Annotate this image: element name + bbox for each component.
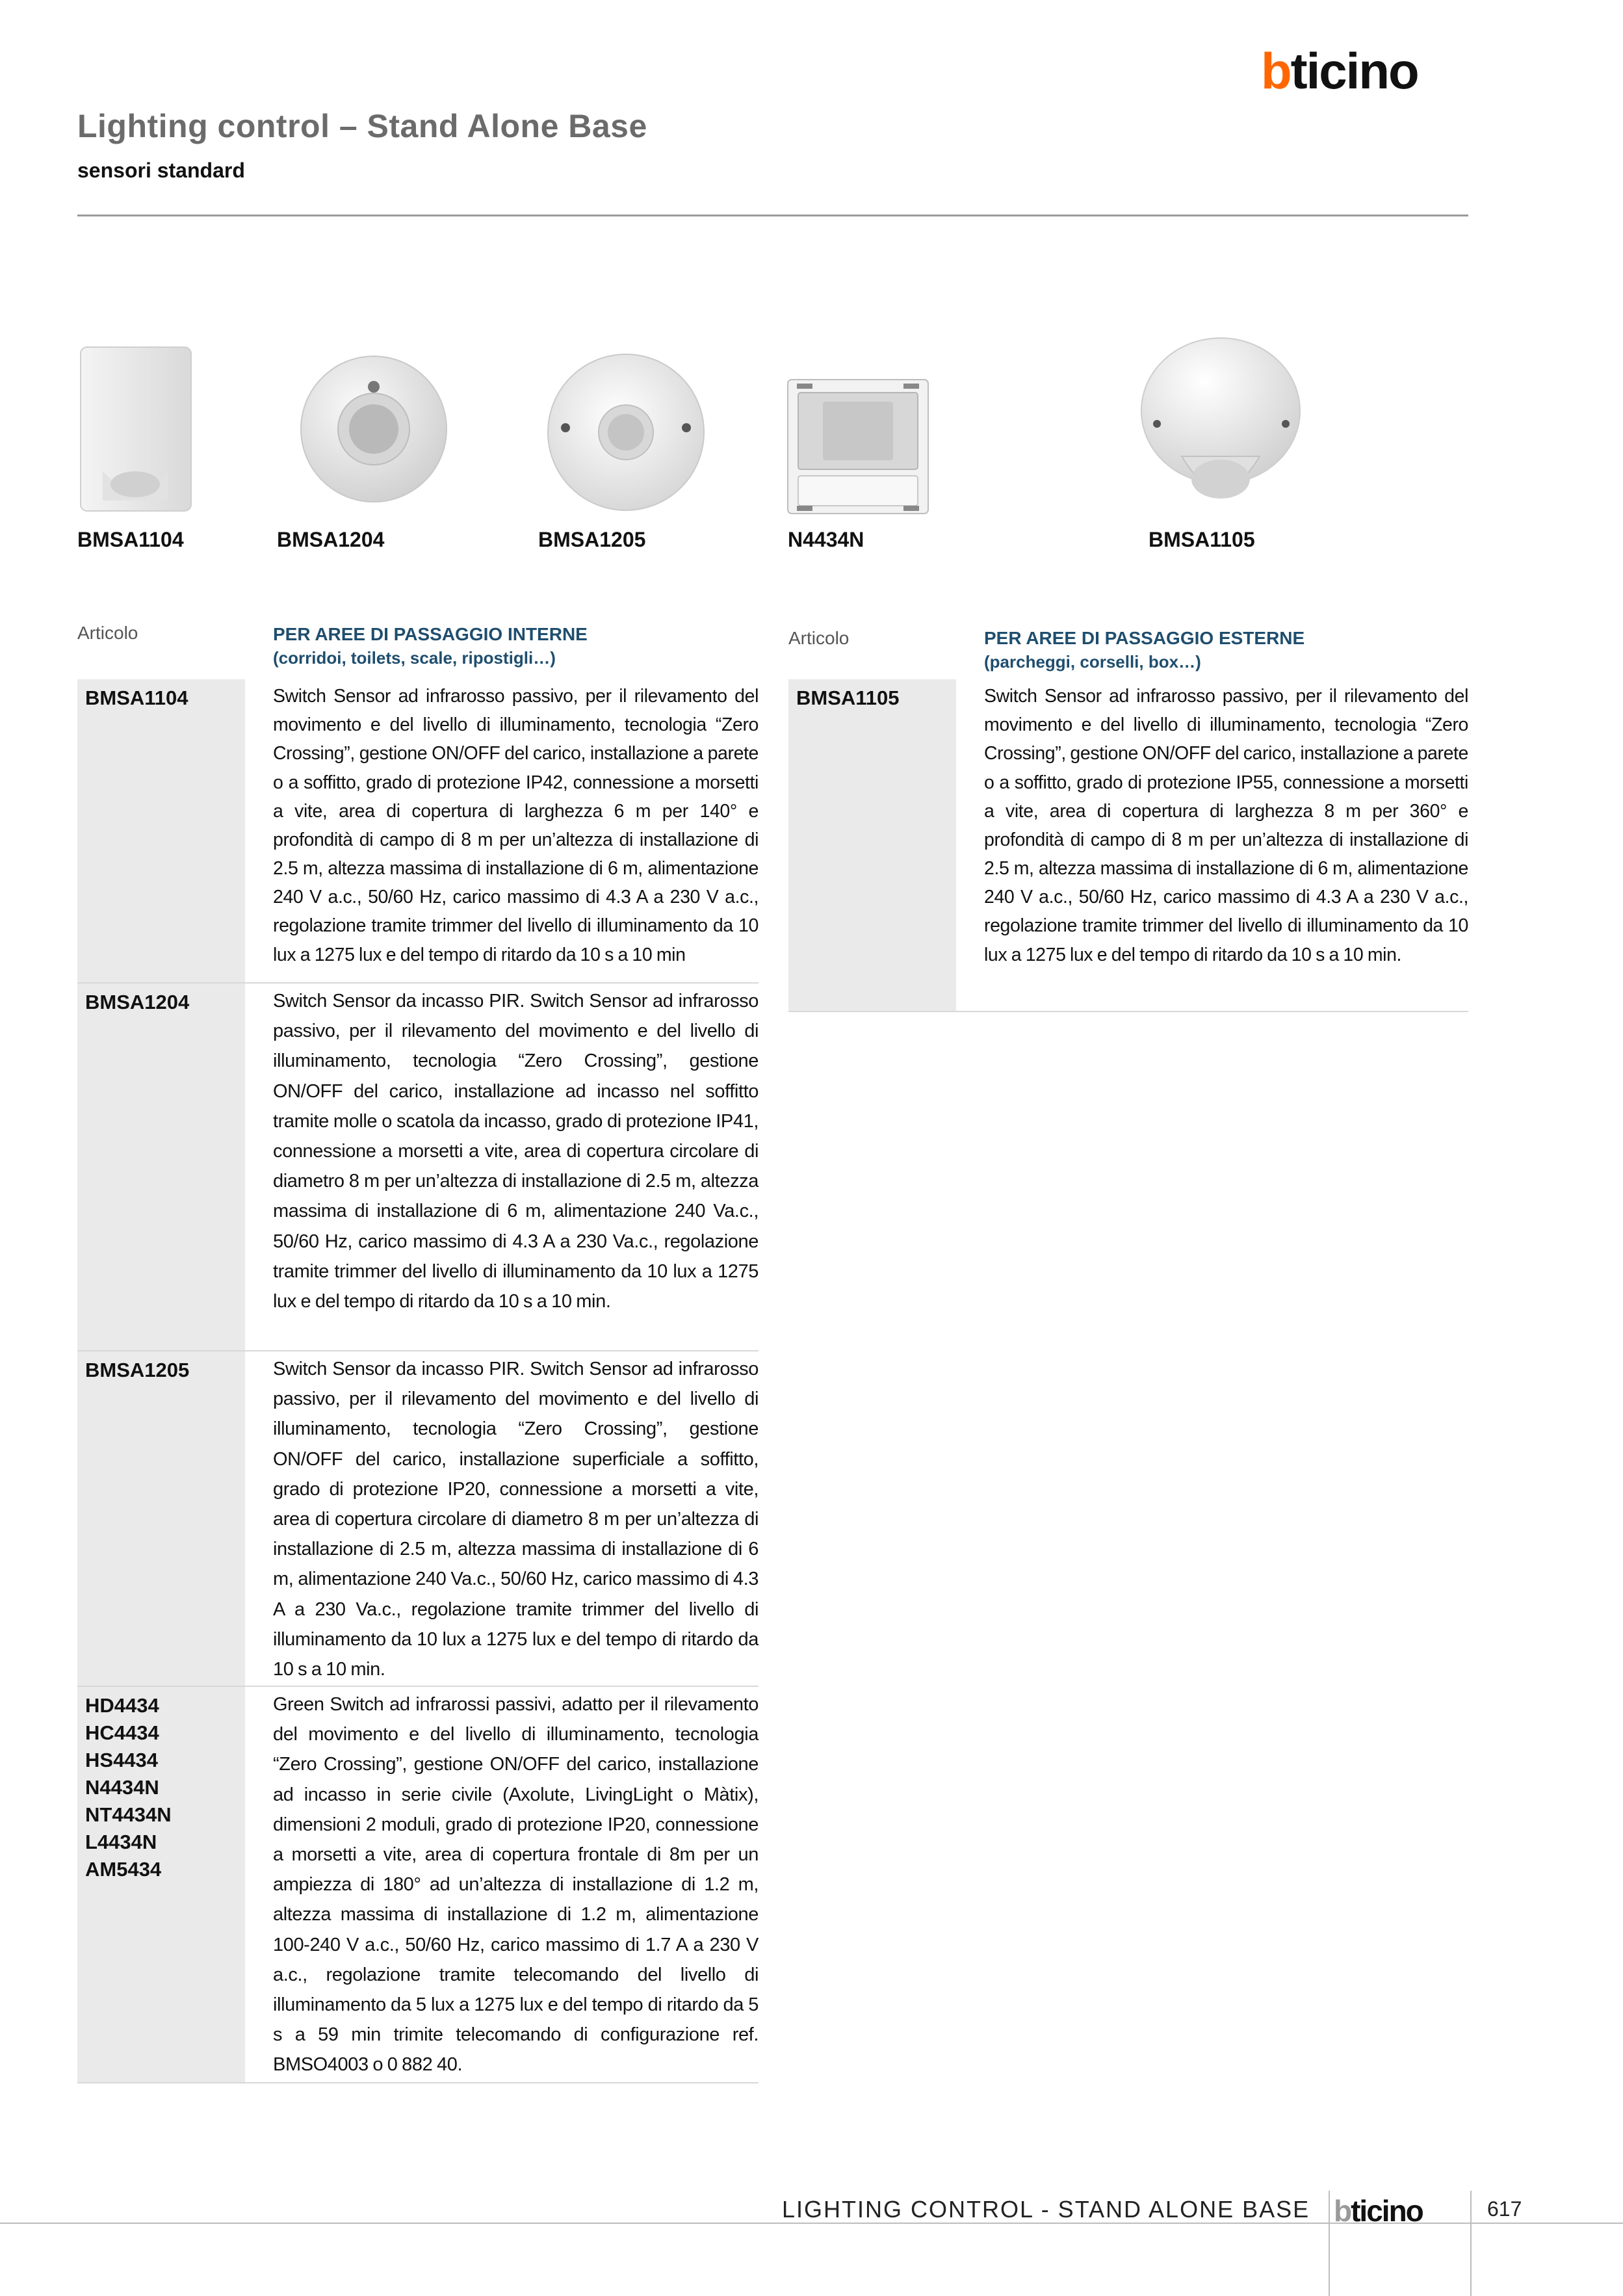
code-cell [77, 1351, 245, 1686]
article-code: N4434N [85, 1776, 159, 1799]
ceiling-surface-sensor-image [532, 351, 720, 514]
footer-separator [1470, 2191, 1472, 2296]
header-divider [77, 215, 1468, 216]
article-code: HD4434 [85, 1694, 159, 1717]
table-row [77, 1687, 759, 2083]
product-code: N4434N [788, 528, 864, 551]
page-number: 617 [1487, 2197, 1522, 2221]
wall-sensor-image [77, 345, 194, 514]
article-code: NT4434N [85, 1803, 172, 1826]
footer-separator [1329, 2191, 1330, 2296]
footer-section-title: LIGHTING CONTROL - STAND ALONE BASE [782, 2196, 1310, 2223]
footer-logo-b: b [1334, 2194, 1351, 2228]
product-code: BMSA1105 [1149, 528, 1255, 551]
code-cell [788, 679, 956, 1011]
logo-rest: ticino [1290, 42, 1418, 99]
article-code: BMSA1205 [85, 1359, 190, 1381]
table-row [77, 679, 759, 984]
article-code: HC4434 [85, 1721, 159, 1744]
article-code: BMSA1104 [85, 686, 188, 709]
articolo-label: Articolo [788, 628, 850, 648]
modular-sensor-image [786, 378, 929, 515]
description: Switch Sensor ad infrarosso passivo, per il rilevamento del movimento e del livello di illuminamento, tecnologia “Zero Crossing”, gestione ON/OFF del carico, installazione a parete o a soffitto, grado di protezione IP42, connessione a morsetti a vite, area di copertura di larghezza 6 m per 140° e profondità di campo di 8 m per un’altezza di installazione di 2.5 m, altezza massima di installazione di 6 m, alimentazione 240 V a.c., 50/60 Hz, carico massimo di 4.3 A a 230 V a.c., regolazione tramite trimmer del livello di illuminamento da 10 lux a 1275 lux e del tempo di ritardo da 10 s a 10 min [273, 686, 759, 965]
description: Green Switch ad infrarossi passivi, adatto per il rilevamento del movimento e del livello di illuminamento, tecnologia “Zero Crossing”, gestione ON/OFF del carico, installazione ad incasso in serie civile (Axolute, LivingLight o Màtix), dimensioni 2 moduli, grado di protezione IP20, connessione a morsetti a vite, area di copertura frontale di 8m per un ampiezza di 180° ad un’altezza di installazione di 1.2 m, altezza massima di installazione di 1.2 m, alimentazione 100-240 V a.c., 50/60 Hz, carico massimo di 1.7 A a 230 V a.c., regolazione tramite telecomando del livello di illuminamento da 5 lux a 1275 lux e del tempo di ritardo da 5 s a 59 min trimite telecomando di configurazione ref. BMSO4003 o 0 882 40. [273, 1694, 759, 2076]
article-code: BMSA1105 [796, 686, 900, 709]
table-row [788, 679, 1468, 1012]
footer-logo-rest: ticino [1351, 2194, 1423, 2228]
code-cell [77, 1687, 245, 2082]
product-code: BMSA1205 [538, 528, 646, 551]
table-header-title: PER AREE DI PASSAGGIO ESTERNE [984, 628, 1305, 648]
table-header-title: PER AREE DI PASSAGGIO INTERNE [273, 624, 588, 644]
outdoor-dome-sensor-image [1136, 333, 1305, 515]
logo-b: b [1261, 42, 1291, 99]
footer-logo [1334, 2196, 1423, 2226]
table-header [273, 623, 588, 670]
table-header-sub: (corridoi, toilets, scale, ripostigli…) [273, 648, 556, 668]
brand-logo [1261, 42, 1418, 99]
description: Switch Sensor ad infrarosso passivo, per il rilevamento del movimento e del livello di illuminamento, tecnologia “Zero Crossing”, gestione ON/OFF del carico, installazione a parete o a soffitto, grado di protezione IP55, connessione a morsetti a vite, area di copertura di larghezza 8 m per 360° e profondità di campo di 8 m per un’altezza di installazione di 2.5 m, altezza massima di installazione di 6 m, alimentazione 240 V a.c., 50/60 Hz, carico massimo di 4.3 A a 230 V a.c., regolazione tramite trimmer del livello di illuminamento da 10 lux a 1275 lux e del tempo di ritardo da 10 s a 10 min. [984, 686, 1468, 965]
table-row [77, 1351, 759, 1687]
product-code: BMSA1204 [277, 528, 385, 551]
page-subtitle: sensori standard [77, 159, 245, 182]
articolo-label: Articolo [77, 623, 138, 643]
product-code: BMSA1104 [77, 528, 184, 551]
table-row [77, 984, 759, 1351]
article-code: HS4434 [85, 1749, 159, 1771]
code-cell [77, 679, 245, 982]
article-code: BMSA1204 [85, 991, 190, 1013]
code-cell [77, 984, 245, 1350]
description: Switch Sensor da incasso PIR. Switch Sensor ad infrarosso passivo, per il rilevamento del movimento e del livello di illuminamento, tecnologia “Zero Crossing”, gestione ON/OFF del carico, installazione superficiale a soffitto, grado di protezione IP20, connessione a morsetti a vite, area di copertura circolare di diametro 8 m per un’altezza di installazione di 2.5 m, altezza massima di installazione di 6 m, alimentazione 240 Va.c., 50/60 Hz, carico massimo di 4.3 A a 230 Va.c., regolazione tramite trimmer del livello di illuminamento da 10 lux a 1275 lux e del tempo di ritardo da 10 s a 10 min. [273, 1359, 759, 1680]
description: Switch Sensor da incasso PIR. Switch Sensor ad infrarosso passivo, per il rilevamento del movimento e del livello di illuminamento, tecnologia “Zero Crossing”, gestione ON/OFF del carico, installazione ad incasso nel soffitto tramite molle o scatola da incasso, grado di protezione IP41, connessione a morsetti a vite, area di copertura circolare di diametro 8 m per un’altezza di installazione di 2.5 m, altezza massima di installazione di 6 m, alimentazione 240 Va.c., 50/60 Hz, carico massimo di 4.3 A a 230 Va.c., regolazione tramite trimmer del livello di illuminamento da 10 lux a 1275 lux e del tempo di ritardo da 10 s a 10 min. [273, 991, 759, 1312]
article-code: L4434N [85, 1831, 157, 1853]
article-code: AM5434 [85, 1858, 162, 1881]
page-title: Lighting control – Stand Alone Base [77, 108, 647, 144]
table-header-sub: (parcheggi, corselli, box…) [984, 652, 1201, 672]
ceiling-flush-sensor-image [279, 351, 468, 507]
table-header [984, 627, 1305, 673]
